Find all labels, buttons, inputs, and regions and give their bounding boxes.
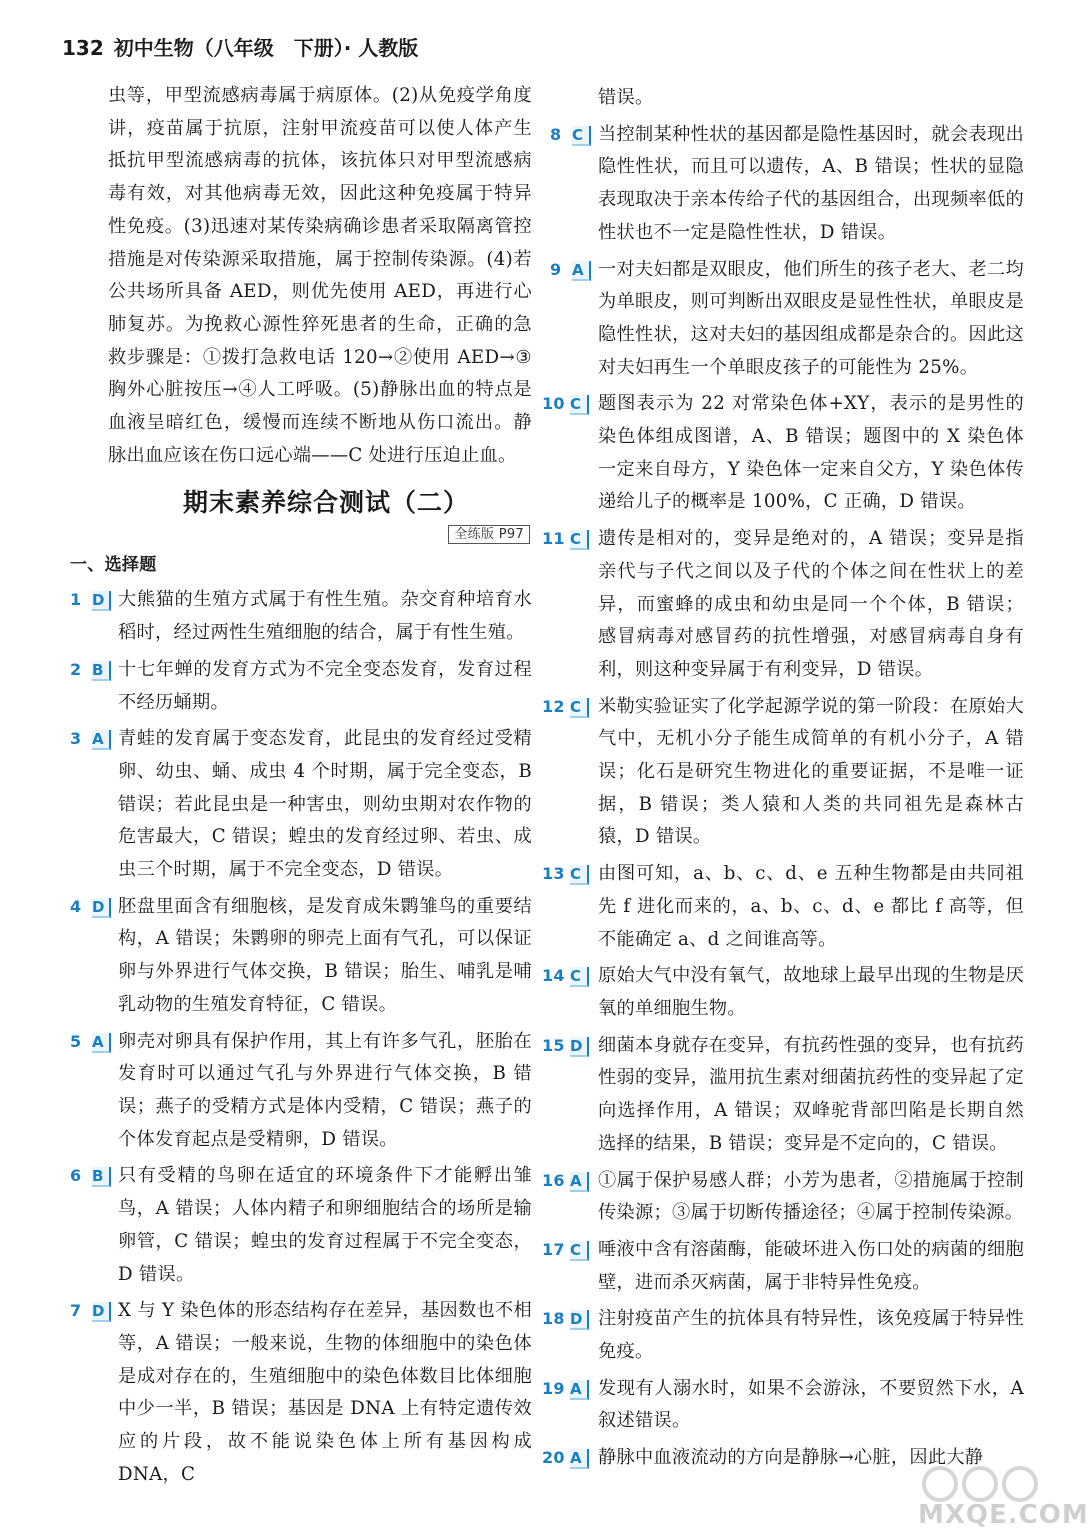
answer-badge: D: [92, 591, 111, 611]
question-11: [542, 523, 1024, 687]
answer-badge: C: [572, 126, 591, 146]
question-4: [70, 891, 532, 1022]
question-number: 17: [542, 1239, 565, 1259]
question-number: 14: [542, 966, 565, 986]
answer-badge: A: [572, 261, 591, 281]
question-number: 8: [550, 124, 562, 144]
question-number: 16: [542, 1170, 565, 1190]
question-explanation: ①属于保护易感人群；小芳为患者，②措施属于控制传染源；③属于切断传播途径；④属于控制传染源。: [598, 1169, 1024, 1224]
question-9: [550, 254, 1024, 385]
answer-badge: A: [570, 1449, 589, 1469]
answer-badge: C: [570, 530, 589, 550]
question-explanation: 原始大气中没有氧气，故地球上最早出现的生物是厌氧的单细胞生物。: [598, 965, 1024, 1019]
question-explanation: 当控制某种性状的基因都是隐性基因时，就会表现出隐性性状，而且可以遗传，A、B 错误；性状的显隐表现取决于亲本传给子代的基因组合，出现频率低的性状也不一定是隐性性状，D 错误。: [598, 123, 1024, 243]
answer-badge: D: [570, 1310, 589, 1330]
question-1: [70, 584, 532, 649]
question-explanation: 米勒实验证实了化学起源学说的第一阶段：在原始大气中，无机小分子能生成简单的有机小分子，A 错误；化石是研究生物进化的重要证据，不是唯一证据，B 错误；类人猿和人类的共同祖先是森林古猿，D 错误。: [598, 695, 1024, 848]
question-number: 9: [550, 259, 562, 279]
part-title: 一、选择题: [70, 555, 157, 576]
question-16: [542, 1165, 1024, 1230]
answer-badge: A: [92, 730, 111, 750]
question-number: 11: [542, 529, 565, 549]
reference-box-wrap: [70, 524, 530, 544]
question-explanation: 静脉中血液流动的方向是静脉→心脏，因此大静: [598, 1447, 984, 1469]
question-number: 20: [542, 1448, 565, 1468]
question-explanation: 唾液中含有溶菌酶，能破坏进入伤口处的病菌的细胞壁，进而杀灭病菌，属于非特异性免疫。: [598, 1238, 1024, 1293]
prev-answer-continuation: 虫等，甲型流感病毒属于病原体。(2)从免疫学角度讲，疫苗属于抗原，注射甲流疫苗可以使人体产生抵抗甲型流感病毒的抗体，该抗体只对甲型流感病毒有效，对其他病毒无效，因此这种免疫属于特异性免疫。(3)迅速对某传染病确诊患者采取隔离管控措施是对传染源采取措施，属于控制传染源。(4)若公共场所具备 AED，则优先使用 AED，再进行心肺复苏。为挽救心源性猝死患者的生命，正确的急救步骤是：①拨打急救电话 120→②使用 AED→③胸外心脏按压→④人工呼吸。(5)静脉出血的特点是血液呈暗红色，缓慢而连续不断地从伤口流出。静脉出血应该在伤口远心端——C 处进行压迫止血。: [108, 85, 532, 466]
question-8: [550, 119, 1024, 250]
question-12: [542, 691, 1024, 855]
question-explanation: 由图可知，a、b、c、d、e 五种生物都是由共同祖先 f 进化而来的，a、b、c、d、e 都比 f 高等，但不能确定 a、d 之间谁高等。: [598, 863, 1024, 950]
question-number: 2: [70, 659, 82, 679]
answer-badge: A: [92, 1033, 111, 1053]
book-title: 初中生物（八年级 下册）· 人教版: [113, 36, 419, 60]
watermark-logo: [900, 1462, 1089, 1532]
question-explanation: 题图表示为 22 对常染色体+XY，表示的是男性的染色体组成图谱，A、B 错误；题图中的 X 染色体一定来自母方，Y 染色体一定来自父方，Y 染色体传递给儿子的概率是 100%，C 正确，D 错误。: [598, 393, 1024, 513]
question-number: 4: [70, 896, 82, 916]
answer-badge: B: [92, 661, 111, 681]
question-6: [70, 1160, 532, 1291]
question-number: 1: [70, 590, 82, 610]
question-number: 3: [70, 729, 82, 749]
right-column: [542, 82, 1024, 1475]
question-explanation: 发现有人溺水时，如果不会游泳，不要贸然下水，A 叙述错误。: [598, 1377, 1024, 1432]
question-17: [542, 1234, 1024, 1299]
question-explanation: 胚盘里面含有细胞核，是发育成朱鹮雏鸟的重要结构，A 错误；朱鹮卵的卵壳上面有气孔，可以保证卵与外界进行气体交换，B 错误；胎生、哺乳是哺乳动物的生殖发育特征，C 错误。: [118, 895, 532, 1015]
question-2: [70, 654, 532, 719]
left-column: [70, 80, 532, 1491]
question-explanation: 遗传是相对的，变异是绝对的，A 错误；变异是指亲代与子代之间以及子代的个体之间在性状上的差异，而蜜蜂的成虫和幼虫是同一个个体，B 错误；感冒病毒对感冒药的抗性增强，对感冒病毒自身有利，则这种变异属于有利变异，D 错误。: [598, 528, 1024, 680]
question-13: [542, 858, 1024, 956]
answer-badge: C: [570, 395, 589, 415]
question-number: 6: [70, 1166, 82, 1186]
question-3: [70, 723, 532, 887]
question-explanation: 大熊猫的生殖方式属于有性生殖。杂交育种培育水稻时，经过两性生殖细胞的结合，属于有性生殖。: [118, 589, 532, 644]
answer-badge: D: [92, 1302, 111, 1322]
question-explanation: 细菌本身就存在变异，有抗药性强的变异，也有抗药性弱的变异，滥用抗生素对细菌抗药性的变异起了定向选择作用，A 错误；双峰驼背部凹陷是长期自然选择的结果，B 错误；变异是不定向的，C 错误。: [598, 1034, 1024, 1154]
answer-badge: A: [570, 1172, 589, 1192]
answer-badge: C: [570, 865, 589, 885]
question-18: [542, 1303, 1024, 1368]
answer-badge: D: [92, 898, 111, 918]
section-title: 期末素养综合测试（二）: [182, 488, 469, 518]
watermark-text: MXQE.COM: [918, 1500, 1089, 1530]
question-5: [70, 1026, 532, 1157]
answer-badge: B: [92, 1167, 111, 1187]
question-15: [542, 1030, 1024, 1161]
question-explanation: 一对夫妇都是双眼皮，他们所生的孩子老大、老二均为单眼皮，则可判断出双眼皮是显性性状，单眼皮是隐性性状，这对夫妇的基因组成都是杂合的。因此这对夫妇再生一个单眼皮孩子的可能性为 25%。: [598, 258, 1024, 378]
question-explanation: 卵壳对卵具有保护作用，其上有许多气孔，胚胎在发育时可以通过气孔与外界进行气体交换，B 错误；燕子的受精方式是体内受精，C 错误；燕子的个体发育起点是受精卵，D 错误。: [118, 1030, 532, 1150]
question-number: 7: [70, 1301, 82, 1321]
page-header: [62, 32, 418, 66]
question-number: 5: [70, 1031, 82, 1051]
question-number: 15: [542, 1035, 565, 1055]
question-number: 12: [542, 696, 565, 716]
question-7-continuation: 错误。: [598, 87, 654, 108]
question-14: [542, 960, 1024, 1025]
question-19: [542, 1373, 1024, 1438]
reference-box: 全练版 P97: [448, 525, 530, 544]
answer-badge: C: [570, 1241, 589, 1261]
answer-badge: D: [570, 1037, 589, 1057]
page-number: 132: [62, 36, 104, 60]
question-number: 10: [542, 394, 565, 414]
question-10: [542, 388, 1024, 519]
question-explanation: 只有受精的鸟卵在适宜的环境条件下才能孵出雏鸟，A 错误；人体内精子和卵细胞结合的场所是输卵管，C 错误；蝗虫的发育过程属于不完全变态，D 错误。: [118, 1165, 532, 1285]
question-number: 13: [542, 864, 565, 884]
question-explanation: X 与 Y 染色体的形态结构存在差异，基因数也不相等，A 错误；一般来说，生物的体细胞中的染色体是成对存在的，生殖细胞中的染色体数目比体细胞中少一半，B 错误；基因是 DNA 上有特定遗传效应的片段，故不能说染色体上所有基因构成 DNA，C: [118, 1300, 532, 1485]
answer-badge: C: [570, 967, 589, 987]
question-number: 19: [542, 1378, 565, 1398]
answer-badge: A: [570, 1380, 589, 1400]
question-number: 18: [542, 1309, 565, 1329]
answer-badge: C: [570, 698, 589, 718]
question-7: [70, 1295, 532, 1491]
question-explanation: 注射疫苗产生的抗体具有特异性，该免疫属于特异性免疫。: [598, 1308, 1024, 1363]
question-explanation: 十七年蝉的发育方式为不完全变态发育，发育过程不经历蛹期。: [118, 658, 532, 713]
question-explanation: 青蛙的发育属于变态发育，此昆虫的发育经过受精卵、幼虫、蛹、成虫 4 个时期，属于完全变态，B 错误；若此昆虫是一种害虫，则幼虫期对农作物的危害最大，C 错误；蝗虫的发育经过卵、若虫、成虫三个时期，属于不完全变态，D 错误。: [118, 728, 532, 881]
